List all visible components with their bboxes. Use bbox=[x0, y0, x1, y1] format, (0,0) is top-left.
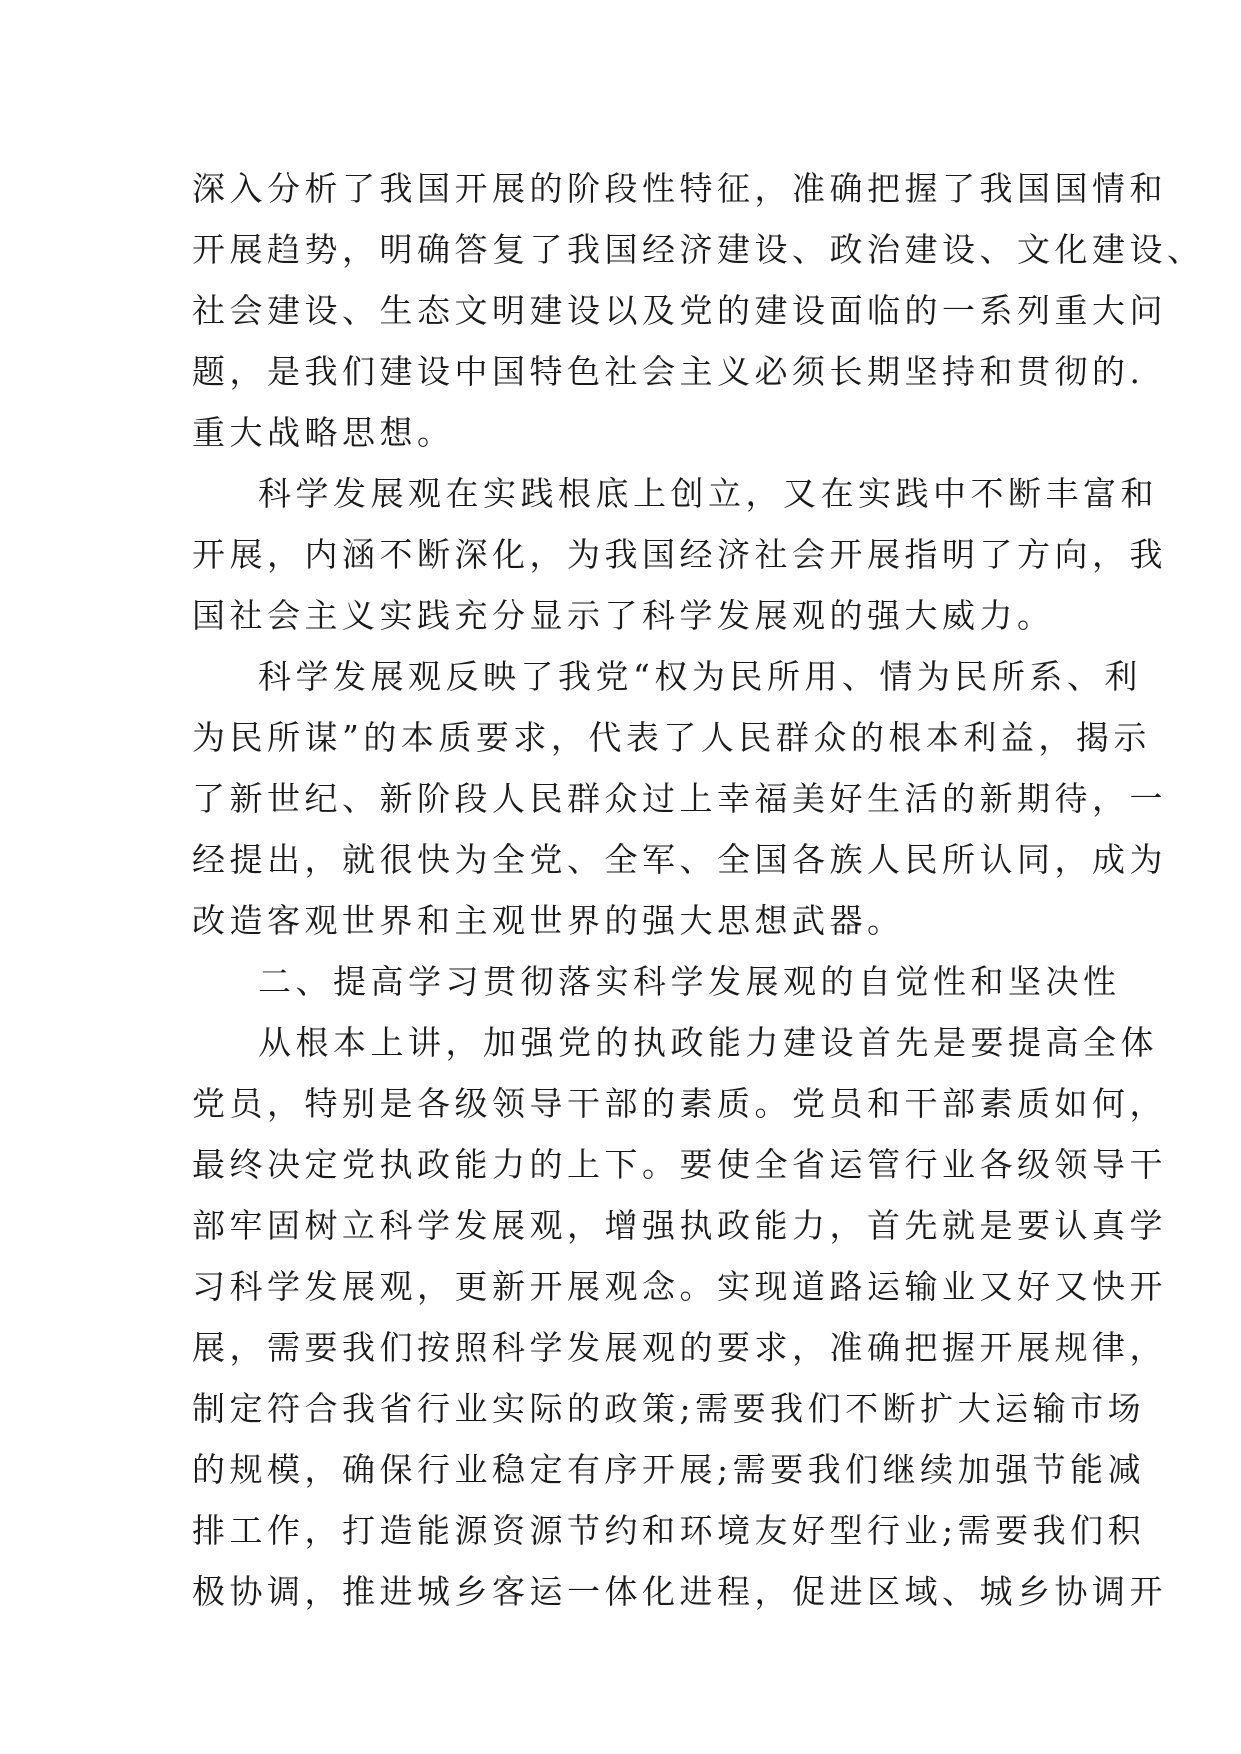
body-text bbox=[192, 158, 1205, 1622]
text-line: 的规模，确保行业稳定有序开展;需要我们继续加强节能减 bbox=[192, 1450, 1146, 1489]
text-line: 党员，特别是各级领导干部的素质。党员和干部素质如何， bbox=[192, 1084, 1167, 1123]
text-line: 题，是我们建设中国特色社会主义必须长期坚持和贯彻的. bbox=[192, 352, 1145, 391]
text-line: 开展趋势，明确答复了我国经济建设、政治建设、文化建设、 bbox=[192, 230, 1205, 269]
text-line: 极协调，推进城乡客运一体化进程，促进区域、城乡协调开 bbox=[192, 1572, 1167, 1611]
text-line: 社会建设、生态文明建设以及党的建设面临的一系列重大问 bbox=[192, 291, 1167, 330]
text-line: 部牢固树立科学发展观，增强执政能力，首先就是要认真学 bbox=[192, 1206, 1167, 1245]
text-line: 开展，内涵不断深化，为我国经济社会开展指明了方向，我 bbox=[192, 535, 1167, 574]
text-line: 了新世纪、新阶段人民群众过上幸福美好生活的新期待，一 bbox=[192, 779, 1167, 818]
text-line: 深入分析了我国开展的阶段性特征，准确把握了我国国情和 bbox=[192, 169, 1167, 208]
text-line: 科学发展观反映了我党“权为民所用、情为民所系、利 bbox=[258, 657, 1142, 696]
text-line: 重大战略思想。 bbox=[192, 413, 455, 452]
text-line: 科学发展观在实践根底上创立，又在实践中不断丰富和 bbox=[258, 474, 1158, 513]
text-line: 经提出，就很快为全党、全军、全国各族人民所认同，成为 bbox=[192, 840, 1167, 879]
text-line: 最终决定党执政能力的上下。要使全省运管行业各级领导干 bbox=[192, 1145, 1167, 1184]
text-line: 制定符合我省行业实际的政策;需要我们不断扩大运输市场 bbox=[192, 1389, 1146, 1428]
text-line: 习科学发展观，更新开展观念。实现道路运输业又好又快开 bbox=[192, 1267, 1167, 1306]
text-line: 从根本上讲，加强党的执政能力建设首先是要提高全体 bbox=[258, 1023, 1158, 1062]
text-line: 国社会主义实践充分显示了科学发展观的强大威力。 bbox=[192, 596, 1055, 635]
text-line: 改造客观世界和主观世界的强大思想武器。 bbox=[192, 901, 905, 940]
text-line: 为民所谋”的本质要求，代表了人民群众的根本利益，揭示 bbox=[192, 718, 1151, 757]
text-line: 二、提高学习贯彻落实科学发展观的自觉性和坚决性 bbox=[258, 962, 1121, 1001]
text-line: 排工作，打造能源资源节约和环境友好型行业;需要我们积 bbox=[192, 1511, 1146, 1550]
text-line: 展，需要我们按照科学发展观的要求，准确把握开展规律， bbox=[192, 1328, 1167, 1367]
